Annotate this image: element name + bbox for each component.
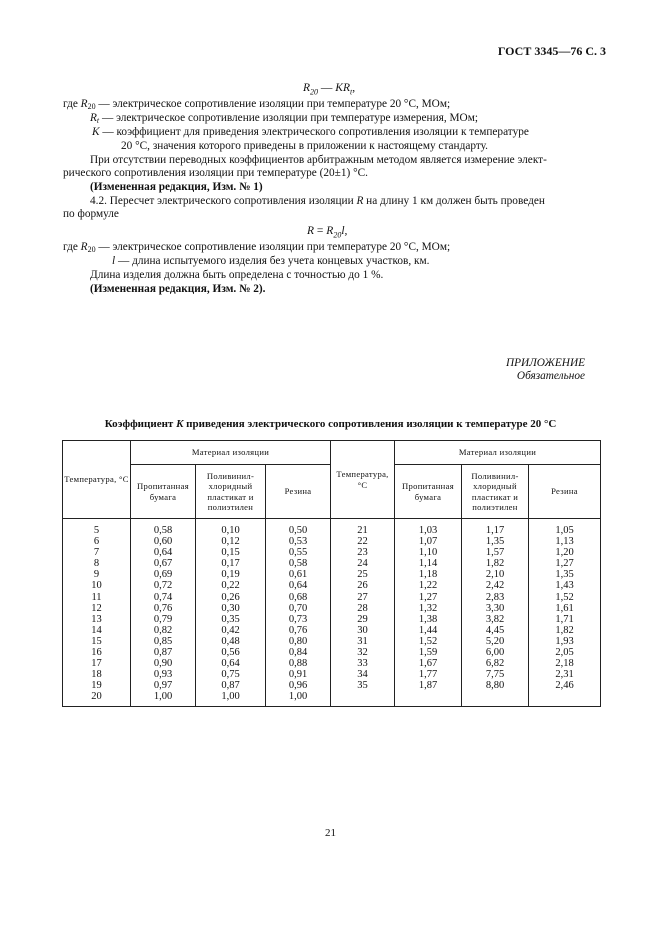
header-temperature: Температура, °С xyxy=(63,441,131,519)
left-cell-paper: 0,58 xyxy=(131,519,196,537)
where-definition: — электрическое сопротивление изоляции при температуре 20 °С, МОм; xyxy=(95,241,451,253)
right-cell-temperature: 25 xyxy=(331,569,395,580)
left-cell-rubber: 0,91 xyxy=(266,669,331,680)
table-row xyxy=(63,569,601,580)
where-symbol: K xyxy=(92,126,100,138)
left-cell-paper: 0,82 xyxy=(131,625,196,636)
table-row xyxy=(63,547,601,558)
left-cell-pvc: 0,19 xyxy=(196,569,266,580)
left-cell-rubber: 0,53 xyxy=(266,536,331,547)
right-cell-paper: 1,38 xyxy=(395,614,462,625)
left-cell-temperature: 16 xyxy=(63,647,131,658)
right-cell-paper: 1,10 xyxy=(395,547,462,558)
left-cell-pvc: 0,35 xyxy=(196,614,266,625)
right-cell-temperature: 31 xyxy=(331,636,395,647)
table-row xyxy=(63,658,601,669)
right-cell-paper: 1,03 xyxy=(395,519,462,537)
left-cell-temperature: 20 xyxy=(63,691,131,706)
right-cell-pvc: 1,17 xyxy=(462,519,529,537)
left-cell-pvc: 0,48 xyxy=(196,636,266,647)
right-cell-pvc: 3,30 xyxy=(462,603,529,614)
table-row xyxy=(63,592,601,603)
right-cell-temperature xyxy=(331,691,395,706)
paragraph-line: рического сопротивления изоляции при температуре (20±1) °С. xyxy=(63,167,368,179)
right-cell-rubber: 1,82 xyxy=(529,625,601,636)
right-cell-temperature: 24 xyxy=(331,558,395,569)
right-cell-pvc xyxy=(462,691,529,706)
paragraph-line: При отсутствии переводных коэффициентов арбитражным методом является измерение элект- xyxy=(90,154,547,166)
left-cell-pvc: 0,10 xyxy=(196,519,266,537)
left-cell-pvc: 0,15 xyxy=(196,547,266,558)
left-cell-pvc: 0,22 xyxy=(196,580,266,591)
right-cell-temperature: 21 xyxy=(331,519,395,537)
left-cell-pvc: 0,17 xyxy=(196,558,266,569)
right-cell-rubber: 2,05 xyxy=(529,647,601,658)
table-row xyxy=(63,669,601,680)
right-cell-paper: 1,44 xyxy=(395,625,462,636)
left-cell-rubber: 0,84 xyxy=(266,647,331,658)
right-cell-paper: 1,32 xyxy=(395,603,462,614)
left-cell-paper: 0,87 xyxy=(131,647,196,658)
right-cell-rubber: 2,31 xyxy=(529,669,601,680)
table-row xyxy=(63,519,601,537)
table-row xyxy=(63,680,601,691)
left-cell-rubber: 0,76 xyxy=(266,625,331,636)
left-cell-temperature: 7 xyxy=(63,547,131,558)
right-cell-paper xyxy=(395,691,462,706)
right-cell-paper: 1,27 xyxy=(395,592,462,603)
formula-symbol: KR xyxy=(335,82,350,94)
left-cell-rubber: 0,61 xyxy=(266,569,331,580)
right-cell-paper: 1,07 xyxy=(395,536,462,547)
left-cell-temperature: 18 xyxy=(63,669,131,680)
right-cell-rubber: 1,20 xyxy=(529,547,601,558)
right-cell-rubber: 1,35 xyxy=(529,569,601,580)
right-cell-paper: 1,87 xyxy=(395,680,462,691)
left-cell-pvc: 0,64 xyxy=(196,658,266,669)
formula-subscript: 20 xyxy=(310,87,319,97)
left-cell-pvc: 0,30 xyxy=(196,603,266,614)
where-symbol: l xyxy=(112,255,116,267)
left-cell-rubber: 0,96 xyxy=(266,680,331,691)
right-cell-pvc: 5,20 xyxy=(462,636,529,647)
right-cell-rubber: 1,05 xyxy=(529,519,601,537)
left-cell-temperature: 17 xyxy=(63,658,131,669)
left-cell-rubber: 0,70 xyxy=(266,603,331,614)
header-paper: Пропитанная бумага xyxy=(395,465,462,519)
formula-symbol: R xyxy=(326,225,334,237)
left-cell-paper: 0,74 xyxy=(131,592,196,603)
table-row xyxy=(63,558,601,569)
where-symbol: R xyxy=(80,98,88,110)
right-cell-paper: 1,14 xyxy=(395,558,462,569)
where-definition: — коэффициент для приведения электрического сопротивления изоляции к температуре xyxy=(99,126,529,138)
table-row xyxy=(63,647,601,658)
left-cell-rubber: 0,73 xyxy=(266,614,331,625)
left-cell-paper: 0,60 xyxy=(131,536,196,547)
left-cell-paper: 0,79 xyxy=(131,614,196,625)
left-cell-temperature: 19 xyxy=(63,680,131,691)
where-lead: где xyxy=(63,98,81,110)
left-cell-paper: 0,69 xyxy=(131,569,196,580)
where-line-l xyxy=(112,254,429,268)
left-cell-pvc: 1,00 xyxy=(196,691,266,706)
header-pvc: Поливинил-хлоридный пластикат и полиэтилен xyxy=(196,465,266,519)
appendix-subtitle: Обязательное xyxy=(516,370,585,382)
right-cell-temperature: 32 xyxy=(331,647,395,658)
where-definition: — электрическое сопротивление изоляции при температуре измерения, МОм; xyxy=(99,112,478,124)
header-material: Материал изоляции xyxy=(395,441,601,465)
right-cell-rubber: 1,43 xyxy=(529,580,601,591)
left-cell-temperature: 12 xyxy=(63,603,131,614)
paragraph-symbol: R xyxy=(356,195,364,207)
left-cell-paper: 0,93 xyxy=(131,669,196,680)
formula-operator: = xyxy=(314,225,327,237)
right-cell-rubber: 1,61 xyxy=(529,603,601,614)
right-cell-rubber xyxy=(529,691,601,706)
left-cell-paper: 0,85 xyxy=(131,636,196,647)
table-title-symbol: K xyxy=(176,418,184,430)
formula-operator: — xyxy=(318,82,336,94)
where-definition: — длина испытуемого изделия без учета концевых участков, км. xyxy=(115,255,430,267)
right-cell-rubber: 1,13 xyxy=(529,536,601,547)
right-cell-temperature: 34 xyxy=(331,669,395,680)
right-cell-paper: 1,67 xyxy=(395,658,462,669)
right-cell-pvc: 2,83 xyxy=(462,592,529,603)
right-cell-temperature: 35 xyxy=(331,680,395,691)
left-cell-rubber: 0,58 xyxy=(266,558,331,569)
left-cell-temperature: 9 xyxy=(63,569,131,580)
paragraph-line: Длина изделия должна быть определена с точностью до 1 %. xyxy=(90,269,384,281)
right-cell-temperature: 26 xyxy=(331,580,395,591)
left-cell-rubber: 0,64 xyxy=(266,580,331,591)
table-title xyxy=(0,417,661,431)
table-title-text: Коэффициент xyxy=(104,418,177,430)
appendix-title: ПРИЛОЖЕНИЕ xyxy=(505,357,585,369)
right-cell-pvc: 7,75 xyxy=(462,669,529,680)
left-cell-pvc: 0,26 xyxy=(196,592,266,603)
right-cell-rubber: 2,18 xyxy=(529,658,601,669)
table-row xyxy=(63,614,601,625)
formula-punct: , xyxy=(344,225,348,237)
header-pvc: Поливинил-хлоридный пластикат и полиэтилен xyxy=(462,465,529,519)
left-cell-pvc: 0,75 xyxy=(196,669,266,680)
right-cell-temperature: 33 xyxy=(331,658,395,669)
where-continuation: 20 °С, значения которого приведены в приложении к настоящему стандарту. xyxy=(121,140,488,152)
coefficient-table-body xyxy=(63,519,601,707)
right-cell-rubber: 2,46 xyxy=(529,680,601,691)
table-row xyxy=(63,536,601,547)
table-row xyxy=(63,636,601,647)
where-symbol: R xyxy=(80,241,88,253)
header-temperature: Температура, °С xyxy=(331,441,395,519)
left-cell-temperature: 14 xyxy=(63,625,131,636)
table-row xyxy=(63,691,601,706)
header-material: Материал изоляции xyxy=(131,441,331,465)
section-4-2-line xyxy=(90,194,545,208)
right-cell-temperature: 29 xyxy=(331,614,395,625)
right-cell-pvc: 6,00 xyxy=(462,647,529,658)
left-cell-rubber: 1,00 xyxy=(266,691,331,706)
paragraph-line: по формуле xyxy=(63,208,119,220)
left-cell-temperature: 5 xyxy=(63,519,131,537)
table-title-text: приведения электрического сопротивления изоляции к температуре 20 °С xyxy=(183,418,557,430)
right-cell-pvc: 2,42 xyxy=(462,580,529,591)
left-cell-temperature: 11 xyxy=(63,592,131,603)
left-cell-pvc: 0,42 xyxy=(196,625,266,636)
right-cell-temperature: 22 xyxy=(331,536,395,547)
header-rubber: Резина xyxy=(529,465,601,519)
left-cell-rubber: 0,55 xyxy=(266,547,331,558)
page-number: 21 xyxy=(325,827,336,839)
edit-note: (Измененная редакция, Изм. № 1) xyxy=(90,181,263,193)
right-cell-rubber: 1,52 xyxy=(529,592,601,603)
left-cell-pvc: 0,12 xyxy=(196,536,266,547)
right-cell-paper: 1,52 xyxy=(395,636,462,647)
right-cell-temperature: 30 xyxy=(331,625,395,636)
header-rubber: Резина xyxy=(266,465,331,519)
formula-punct: , xyxy=(352,82,356,94)
left-cell-paper: 1,00 xyxy=(131,691,196,706)
left-cell-paper: 0,90 xyxy=(131,658,196,669)
formula-symbol: l xyxy=(341,225,345,237)
formula-subscript: 20 xyxy=(333,230,342,240)
where-symbol: R xyxy=(90,112,97,124)
right-cell-temperature: 23 xyxy=(331,547,395,558)
right-cell-pvc: 4,45 xyxy=(462,625,529,636)
right-cell-temperature: 28 xyxy=(331,603,395,614)
right-cell-temperature: 27 xyxy=(331,592,395,603)
paragraph-text: на длину 1 км должен быть проведен xyxy=(363,195,545,207)
left-cell-pvc: 0,56 xyxy=(196,647,266,658)
paragraph-text: 4.2. Пересчет электрического сопротивления изоляции xyxy=(90,195,357,207)
right-cell-pvc: 6,82 xyxy=(462,658,529,669)
right-cell-rubber: 1,93 xyxy=(529,636,601,647)
right-cell-pvc: 1,82 xyxy=(462,558,529,569)
edit-note: (Измененная редакция, Изм. № 2). xyxy=(90,283,266,295)
where-lead: где xyxy=(63,241,81,253)
right-cell-paper: 1,59 xyxy=(395,647,462,658)
right-cell-pvc: 2,10 xyxy=(462,569,529,580)
left-cell-paper: 0,72 xyxy=(131,580,196,591)
table-row xyxy=(63,603,601,614)
left-cell-paper: 0,67 xyxy=(131,558,196,569)
where-definition: — электрическое сопротивление изоляции при температуре 20 °С, МОм; xyxy=(95,98,451,110)
right-cell-rubber: 1,71 xyxy=(529,614,601,625)
right-cell-paper: 1,22 xyxy=(395,580,462,591)
left-cell-temperature: 10 xyxy=(63,580,131,591)
right-cell-paper: 1,18 xyxy=(395,569,462,580)
page-header: ГОСТ 3345—76 С. 3 xyxy=(497,44,606,58)
left-cell-temperature: 6 xyxy=(63,536,131,547)
where-subscript: t xyxy=(96,116,100,125)
table-row xyxy=(63,580,601,591)
left-cell-rubber: 0,50 xyxy=(266,519,331,537)
right-cell-pvc: 1,57 xyxy=(462,547,529,558)
where-subscript: 20 xyxy=(87,245,96,254)
left-cell-paper: 0,64 xyxy=(131,547,196,558)
right-cell-pvc: 3,82 xyxy=(462,614,529,625)
right-cell-paper: 1,77 xyxy=(395,669,462,680)
left-cell-paper: 0,76 xyxy=(131,603,196,614)
left-cell-rubber: 0,88 xyxy=(266,658,331,669)
table-row xyxy=(63,625,601,636)
left-cell-temperature: 15 xyxy=(63,636,131,647)
formula-subscript: t xyxy=(349,87,353,97)
left-cell-paper: 0,97 xyxy=(131,680,196,691)
left-cell-pvc: 0,87 xyxy=(196,680,266,691)
right-cell-pvc: 1,35 xyxy=(462,536,529,547)
left-cell-temperature: 8 xyxy=(63,558,131,569)
right-cell-pvc: 8,80 xyxy=(462,680,529,691)
right-cell-rubber: 1,27 xyxy=(529,558,601,569)
left-cell-rubber: 0,80 xyxy=(266,636,331,647)
left-cell-temperature: 13 xyxy=(63,614,131,625)
where-line-k xyxy=(92,125,529,139)
coefficient-table xyxy=(62,440,601,707)
formula-symbol: R xyxy=(303,82,311,94)
formula-symbol: R xyxy=(307,225,315,237)
where-subscript: 20 xyxy=(87,102,96,111)
header-paper: Пропитанная бумага xyxy=(131,465,196,519)
left-cell-rubber: 0,68 xyxy=(266,592,331,603)
